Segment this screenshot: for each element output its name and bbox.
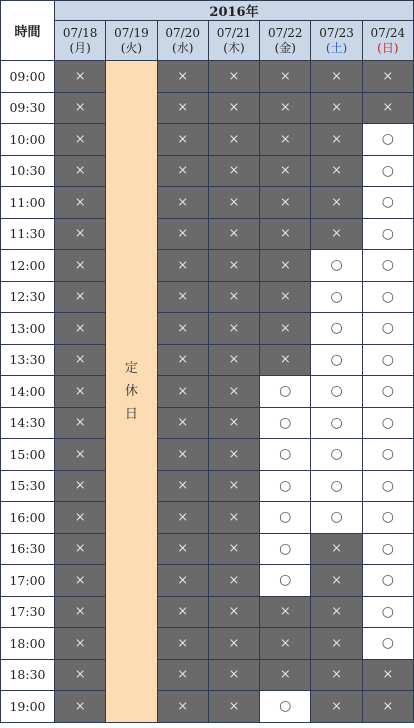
slot-unavailable: ×: [362, 92, 413, 124]
weekday-label: (日): [377, 40, 399, 55]
schedule-header: [1, 1, 414, 61]
slot-available[interactable]: ○: [260, 502, 311, 534]
weekday-label: (月): [69, 40, 91, 55]
date-header-07-19: [106, 21, 157, 61]
table-row: [1, 124, 414, 156]
slot-unavailable: ×: [157, 250, 208, 282]
slot-unavailable: ×: [208, 407, 259, 439]
slot-available[interactable]: ○: [260, 439, 311, 471]
header-date-row: [1, 21, 414, 61]
slot-available[interactable]: ○: [311, 281, 362, 313]
slot-unavailable: ×: [311, 565, 362, 597]
time-slot-label: 09:30: [1, 92, 55, 124]
slot-unavailable: ×: [208, 344, 259, 376]
slot-available[interactable]: ○: [362, 218, 413, 250]
slot-unavailable: ×: [157, 344, 208, 376]
slot-available[interactable]: ○: [260, 533, 311, 565]
slot-unavailable: ×: [260, 61, 311, 93]
slot-unavailable: ×: [157, 407, 208, 439]
slot-unavailable: ×: [157, 218, 208, 250]
time-slot-label: 13:00: [1, 313, 55, 345]
slot-unavailable: ×: [208, 187, 259, 219]
date-header-07-21: [208, 21, 259, 61]
slot-unavailable: ×: [157, 470, 208, 502]
table-row: [1, 218, 414, 250]
slot-available[interactable]: ○: [362, 376, 413, 408]
slot-unavailable: ×: [55, 61, 106, 93]
slot-unavailable: ×: [260, 155, 311, 187]
table-row: [1, 313, 414, 345]
time-slot-label: 15:00: [1, 439, 55, 471]
slot-unavailable: ×: [208, 155, 259, 187]
time-slot-label: 10:00: [1, 124, 55, 156]
slot-unavailable: ×: [311, 628, 362, 660]
date-label: 07/22: [267, 25, 303, 40]
table-row: [1, 61, 414, 93]
slot-unavailable: ×: [55, 533, 106, 565]
slot-unavailable: ×: [362, 659, 413, 691]
table-row: [1, 565, 414, 597]
slot-unavailable: ×: [157, 61, 208, 93]
weekday-label: (水): [172, 40, 194, 55]
time-slot-label: 16:30: [1, 533, 55, 565]
slot-unavailable: ×: [55, 218, 106, 250]
slot-unavailable: ×: [55, 124, 106, 156]
slot-unavailable: ×: [208, 376, 259, 408]
slot-unavailable: ×: [311, 92, 362, 124]
slot-unavailable: ×: [311, 596, 362, 628]
slot-unavailable: ×: [157, 628, 208, 660]
date-label: 07/23: [319, 25, 354, 40]
slot-available[interactable]: ○: [311, 250, 362, 282]
slot-unavailable: ×: [208, 628, 259, 660]
slot-unavailable: ×: [208, 313, 259, 345]
slot-unavailable: ×: [208, 691, 259, 723]
year-header: 2016年: [55, 1, 414, 21]
slot-available[interactable]: ○: [311, 344, 362, 376]
slot-unavailable: ×: [208, 596, 259, 628]
date-header-07-23: [311, 21, 362, 61]
table-row: [1, 187, 414, 219]
time-slot-label: 14:00: [1, 376, 55, 408]
slot-unavailable: ×: [157, 659, 208, 691]
header-year-row: [1, 1, 414, 21]
slot-unavailable: ×: [260, 124, 311, 156]
slot-available[interactable]: ○: [362, 502, 413, 534]
slot-unavailable: ×: [55, 250, 106, 282]
table-row: [1, 628, 414, 660]
slot-available[interactable]: ○: [311, 313, 362, 345]
table-row: [1, 344, 414, 376]
closed-day-cell: [106, 61, 157, 723]
slot-unavailable: ×: [362, 691, 413, 723]
weekday-label: (金): [274, 40, 296, 55]
time-slot-label: 12:00: [1, 250, 55, 282]
slot-unavailable: ×: [157, 187, 208, 219]
time-slot-label: 18:30: [1, 659, 55, 691]
time-slot-label: 17:00: [1, 565, 55, 597]
slot-unavailable: ×: [55, 407, 106, 439]
schedule-body: [1, 61, 414, 723]
slot-unavailable: ×: [157, 565, 208, 597]
slot-unavailable: ×: [55, 502, 106, 534]
slot-unavailable: ×: [55, 187, 106, 219]
table-row: [1, 281, 414, 313]
date-header-07-22: [260, 21, 311, 61]
date-header-07-18: [55, 21, 106, 61]
slot-available[interactable]: ○: [260, 376, 311, 408]
slot-unavailable: ×: [157, 439, 208, 471]
slot-unavailable: ×: [260, 628, 311, 660]
table-row: [1, 407, 414, 439]
slot-unavailable: ×: [260, 659, 311, 691]
time-column-header: 時間: [1, 1, 55, 61]
slot-unavailable: ×: [157, 124, 208, 156]
slot-unavailable: ×: [208, 92, 259, 124]
date-header-07-24: [362, 21, 413, 61]
slot-available[interactable]: ○: [311, 439, 362, 471]
slot-unavailable: ×: [260, 250, 311, 282]
slot-unavailable: ×: [260, 281, 311, 313]
slot-available[interactable]: ○: [362, 407, 413, 439]
slot-unavailable: ×: [55, 439, 106, 471]
slot-available[interactable]: ○: [362, 628, 413, 660]
date-label: 07/24: [370, 25, 406, 40]
slot-unavailable: ×: [311, 124, 362, 156]
slot-available[interactable]: ○: [362, 439, 413, 471]
time-slot-label: 16:00: [1, 502, 55, 534]
slot-available[interactable]: ○: [260, 407, 311, 439]
slot-unavailable: ×: [208, 502, 259, 534]
slot-unavailable: ×: [55, 281, 106, 313]
time-slot-label: 15:30: [1, 470, 55, 502]
time-slot-label: 17:30: [1, 596, 55, 628]
slot-available[interactable]: ○: [362, 565, 413, 597]
slot-unavailable: ×: [260, 344, 311, 376]
slot-available[interactable]: ○: [362, 250, 413, 282]
slot-unavailable: ×: [260, 596, 311, 628]
slot-unavailable: ×: [55, 691, 106, 723]
time-slot-label: 12:30: [1, 281, 55, 313]
slot-unavailable: ×: [157, 502, 208, 534]
time-slot-label: 19:00: [1, 691, 55, 723]
slot-available[interactable]: ○: [311, 376, 362, 408]
table-row: [1, 439, 414, 471]
weekday-label: (木): [223, 40, 245, 55]
slot-available[interactable]: ○: [362, 596, 413, 628]
slot-available[interactable]: ○: [362, 124, 413, 156]
slot-unavailable: ×: [157, 691, 208, 723]
table-row: [1, 596, 414, 628]
slot-unavailable: ×: [157, 533, 208, 565]
slot-unavailable: ×: [208, 533, 259, 565]
slot-unavailable: ×: [208, 439, 259, 471]
slot-unavailable: ×: [311, 187, 362, 219]
table-row: [1, 533, 414, 565]
table-row: [1, 250, 414, 282]
slot-unavailable: ×: [260, 313, 311, 345]
slot-unavailable: ×: [208, 281, 259, 313]
slot-unavailable: ×: [311, 659, 362, 691]
table-row: [1, 691, 414, 723]
slot-available[interactable]: ○: [260, 470, 311, 502]
slot-unavailable: ×: [55, 376, 106, 408]
slot-unavailable: ×: [362, 61, 413, 93]
slot-unavailable: ×: [55, 155, 106, 187]
closed-day-label: 日: [124, 406, 138, 422]
time-slot-label: 09:00: [1, 61, 55, 93]
slot-unavailable: ×: [311, 155, 362, 187]
slot-unavailable: ×: [260, 92, 311, 124]
time-slot-label: 10:30: [1, 155, 55, 187]
closed-day-label: 定: [124, 360, 138, 376]
slot-available[interactable]: ○: [362, 533, 413, 565]
time-slot-label: 11:00: [1, 187, 55, 219]
slot-unavailable: ×: [55, 344, 106, 376]
date-label: 07/20: [165, 25, 200, 40]
slot-unavailable: ×: [55, 565, 106, 597]
slot-unavailable: ×: [55, 628, 106, 660]
table-row: [1, 155, 414, 187]
slot-unavailable: ×: [157, 155, 208, 187]
slot-available[interactable]: ○: [311, 502, 362, 534]
table-row: [1, 92, 414, 124]
table-row: [1, 659, 414, 691]
slot-unavailable: ×: [208, 659, 259, 691]
slot-unavailable: ×: [260, 187, 311, 219]
slot-unavailable: ×: [157, 281, 208, 313]
date-label: 07/18: [62, 25, 98, 40]
slot-available[interactable]: ○: [362, 313, 413, 345]
slot-unavailable: ×: [311, 61, 362, 93]
slot-unavailable: ×: [55, 470, 106, 502]
slot-unavailable: ×: [311, 218, 362, 250]
slot-unavailable: ×: [208, 61, 259, 93]
slot-unavailable: ×: [260, 218, 311, 250]
table-row: [1, 470, 414, 502]
slot-available[interactable]: ○: [260, 691, 311, 723]
slot-available[interactable]: ○: [362, 155, 413, 187]
slot-unavailable: ×: [311, 533, 362, 565]
time-slot-label: 18:00: [1, 628, 55, 660]
slot-unavailable: ×: [208, 218, 259, 250]
slot-unavailable: ×: [311, 691, 362, 723]
weekday-label: (火): [120, 40, 143, 55]
slot-available[interactable]: ○: [362, 281, 413, 313]
date-header-07-20: [157, 21, 208, 61]
slot-unavailable: ×: [55, 92, 106, 124]
slot-unavailable: ×: [208, 124, 259, 156]
table-row: [1, 376, 414, 408]
slot-available[interactable]: ○: [362, 470, 413, 502]
slot-unavailable: ×: [55, 313, 106, 345]
table-row: [1, 502, 414, 534]
time-slot-label: 14:30: [1, 407, 55, 439]
date-label: 07/19: [114, 25, 149, 40]
slot-unavailable: ×: [157, 92, 208, 124]
slot-available[interactable]: ○: [311, 407, 362, 439]
weekday-label: (土): [325, 40, 348, 55]
slot-unavailable: ×: [157, 376, 208, 408]
date-label: 07/21: [216, 25, 252, 40]
slot-unavailable: ×: [157, 313, 208, 345]
time-slot-label: 11:30: [1, 218, 55, 250]
slot-unavailable: ×: [208, 470, 259, 502]
slot-available[interactable]: ○: [362, 344, 413, 376]
slot-available[interactable]: ○: [362, 187, 413, 219]
slot-unavailable: ×: [208, 250, 259, 282]
slot-available[interactable]: ○: [260, 565, 311, 597]
time-slot-label: 13:30: [1, 344, 55, 376]
slot-unavailable: ×: [208, 565, 259, 597]
closed-day-label: 休: [124, 383, 138, 399]
slot-unavailable: ×: [55, 659, 106, 691]
slot-available[interactable]: ○: [311, 470, 362, 502]
slot-unavailable: ×: [55, 596, 106, 628]
slot-unavailable: ×: [157, 596, 208, 628]
